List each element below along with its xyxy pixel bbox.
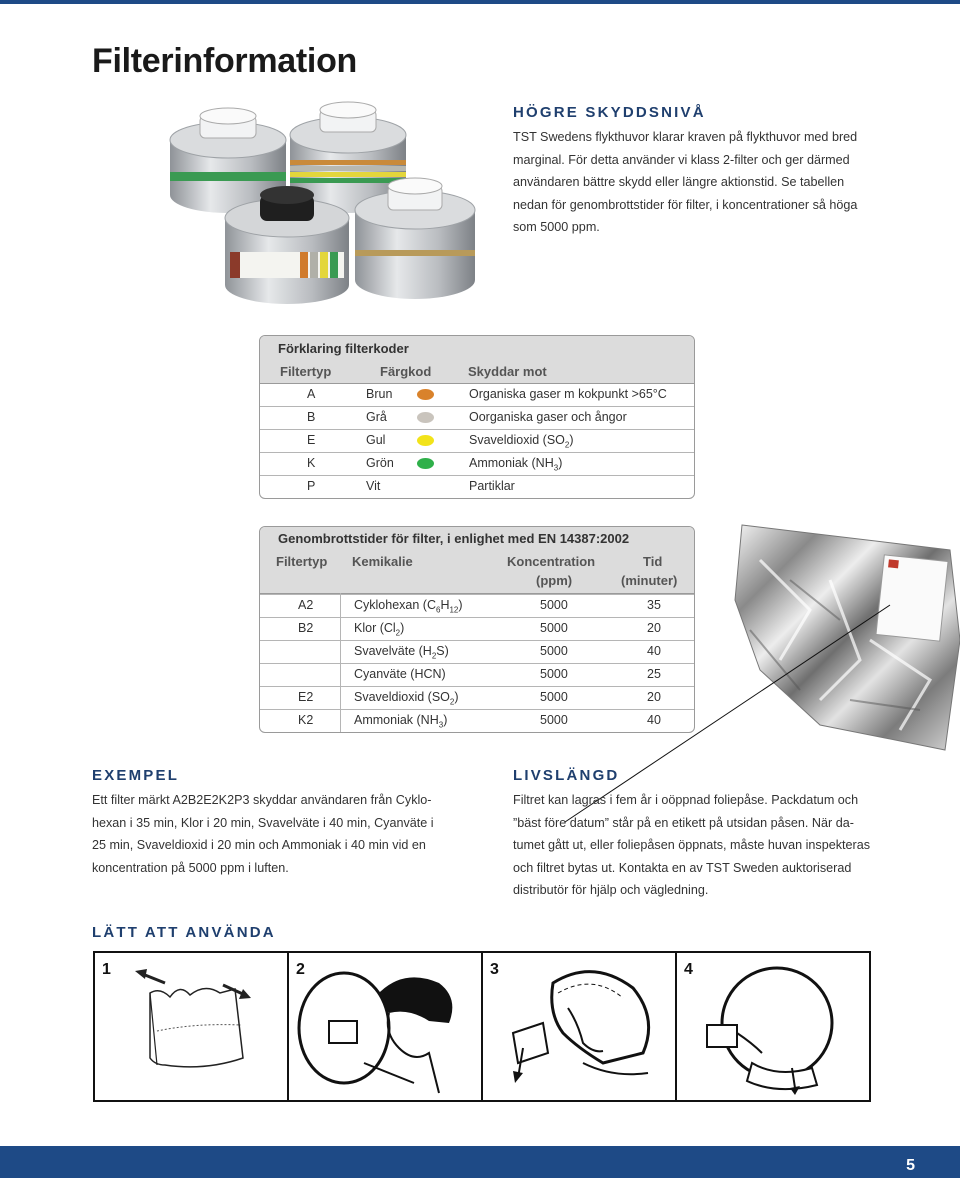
chemical: Ammoniak $(NH_3)$ <box>354 713 448 730</box>
filter-codes-table <box>259 335 695 499</box>
example-heading: EXEMPEL <box>92 767 180 784</box>
col-fargkod: Färgkod <box>380 364 432 379</box>
filter-type: P <box>307 479 316 493</box>
filter-codes-body <box>260 384 694 498</box>
col-filtertyp: Filtertyp <box>276 554 328 569</box>
chemical: Cyanväte (HCN) <box>354 667 446 681</box>
filter-canisters-photo <box>160 100 500 315</box>
step-number: 2 <box>296 961 305 978</box>
text-line: Ett filter märkt A2B2E2K2P3 skyddar användaren från Cyklo- <box>92 793 432 807</box>
filter-type: E <box>307 433 316 447</box>
concentration: 5000 <box>540 598 568 612</box>
color-name: Brun <box>366 387 393 401</box>
concentration: 5000 <box>540 667 568 681</box>
higher-protection-heading: HÖGRE SKYDDSNIVÅ <box>513 104 706 121</box>
easy-to-use-heading: LÄTT ATT ANVÄNDA <box>92 924 276 941</box>
chemical: Svaveldioxid $(SO_2)$ <box>354 690 459 707</box>
time-minutes: 20 <box>647 621 661 635</box>
lifetime-heading: LIVSLÄNGD <box>513 767 620 784</box>
filter-type: K2 <box>298 713 314 727</box>
put-on-hood-illustration <box>289 953 482 1098</box>
step-3-panel <box>481 953 675 1100</box>
filter-codes-caption: Förklaring filterkoder <box>278 341 409 356</box>
text-line: marginal. För detta använder vi klass 2-filter och ger därmed <box>513 152 850 167</box>
bottom-accent-bar <box>0 1146 960 1178</box>
text-line: nedan för genombrottstider för filter, i koncentrationer så höga <box>513 197 858 212</box>
filter-type: E2 <box>298 690 314 704</box>
breakthrough-caption: Genombrottstider för filter, i enlighet med EN 14387:2002 <box>278 531 630 546</box>
breakthrough-header <box>260 527 694 594</box>
col-koncentration-unit: (ppm) <box>536 573 573 588</box>
chemical: Cyklohexan $(C_6H_{12})$ <box>354 598 463 615</box>
color-swatch <box>417 412 434 423</box>
col-tid: Tid <box>643 554 663 569</box>
protects-against: Partiklar <box>469 479 515 493</box>
type-column-divider <box>340 593 341 732</box>
text-line: distributör för hjälp och vägledning. <box>513 883 709 898</box>
color-swatch <box>417 435 434 446</box>
time-minutes: 40 <box>647 644 661 658</box>
color-name: Gul <box>366 433 386 447</box>
col-koncentration: Koncentration <box>507 554 596 569</box>
chemical: Klor $(Cl_2)$ <box>354 621 405 638</box>
step-2-panel <box>287 953 481 1100</box>
col-filtertyp: Filtertyp <box>280 364 332 379</box>
protects-against: Svaveldioxid $(SO_2)$ <box>469 433 574 450</box>
color-name: Vit <box>366 479 381 493</box>
filter-type: B2 <box>298 621 314 635</box>
text-line: och filtret bytas ut. Kontakta en av TST Sweden auktoriserad <box>513 860 852 875</box>
top-accent-bar <box>0 0 960 4</box>
lifetime-text <box>513 789 913 902</box>
concentration: 5000 <box>540 644 568 658</box>
filter-codes-header <box>260 336 694 384</box>
text-line: koncentration på 5000 ppm i luften. <box>92 860 289 875</box>
text-line: 25 min, Svaveldioxid i 20 min och Ammoniak i 40 min vid en <box>92 838 426 853</box>
filter-code-row <box>260 452 694 475</box>
filter-type: B <box>307 410 316 424</box>
time-minutes: 40 <box>647 713 661 727</box>
text-line: ”bäst före datum” står på en etikett på utsidan påsen. När da- <box>513 815 854 830</box>
text-line: som 5000 ppm. <box>513 220 600 235</box>
text-line: TST Swedens flykthuvor klarar kraven på flykthuvor med bred <box>513 130 858 144</box>
page-title: Filterinformation <box>92 42 358 80</box>
filter-code-row <box>260 429 694 452</box>
filter-type: A2 <box>298 598 314 612</box>
text-line: användaren bättre skydd eller längre aktionstid. Se tabellen <box>513 175 845 190</box>
step-4-panel <box>675 953 869 1100</box>
filter-code-row <box>260 406 694 429</box>
filter-type: A <box>307 387 316 401</box>
time-minutes: 25 <box>647 667 661 681</box>
text-line: tumet gått ut, eller foliepåsen öppnats, måste huvan inspekteras <box>513 838 871 853</box>
filter-type: K <box>307 456 316 470</box>
higher-protection-text <box>513 126 913 239</box>
open-bag-illustration <box>95 953 288 1098</box>
concentration: 5000 <box>540 621 568 635</box>
filter-code-row <box>260 384 694 406</box>
chemical: Svavelväte $(H_2S)$ <box>354 644 449 661</box>
time-minutes: 20 <box>647 690 661 704</box>
protects-against: Ammoniak $(NH_3)$ <box>469 456 563 473</box>
usage-steps <box>93 951 871 1102</box>
hood-fitted-illustration <box>677 953 870 1098</box>
col-skyddar-mot: Skyddar mot <box>468 364 547 379</box>
example-text <box>92 789 492 879</box>
color-name: Grå <box>366 410 387 424</box>
color-swatch <box>417 458 434 469</box>
filter-code-row <box>260 475 694 498</box>
hood-over-head-illustration <box>483 953 676 1098</box>
protects-against: Organiska gaser m kokpunkt >65°C <box>469 387 667 401</box>
col-tid-unit: (minuter) <box>621 573 678 588</box>
step-1-panel <box>95 953 287 1100</box>
concentration: 5000 <box>540 690 568 704</box>
step-number: 1 <box>102 961 111 978</box>
col-kemikalie: Kemikalie <box>352 554 413 569</box>
color-swatch <box>417 389 434 400</box>
text-line: Filtret kan lagras i fem år i oöppnad foliepåse. Packdatum och <box>513 793 859 807</box>
filter-codes-column-headers <box>260 361 694 383</box>
concentration: 5000 <box>540 713 568 727</box>
text-line: hexan i 35 min, Klor i 20 min, Svavelväte i 40 min, Cyanväte i <box>92 815 434 830</box>
protects-against: Oorganiska gaser och ångor <box>469 410 627 424</box>
time-minutes: 35 <box>647 598 661 612</box>
step-number: 4 <box>684 961 693 978</box>
step-number: 3 <box>490 961 499 978</box>
page-number: 5 <box>906 1157 915 1174</box>
color-name: Grön <box>366 456 394 470</box>
